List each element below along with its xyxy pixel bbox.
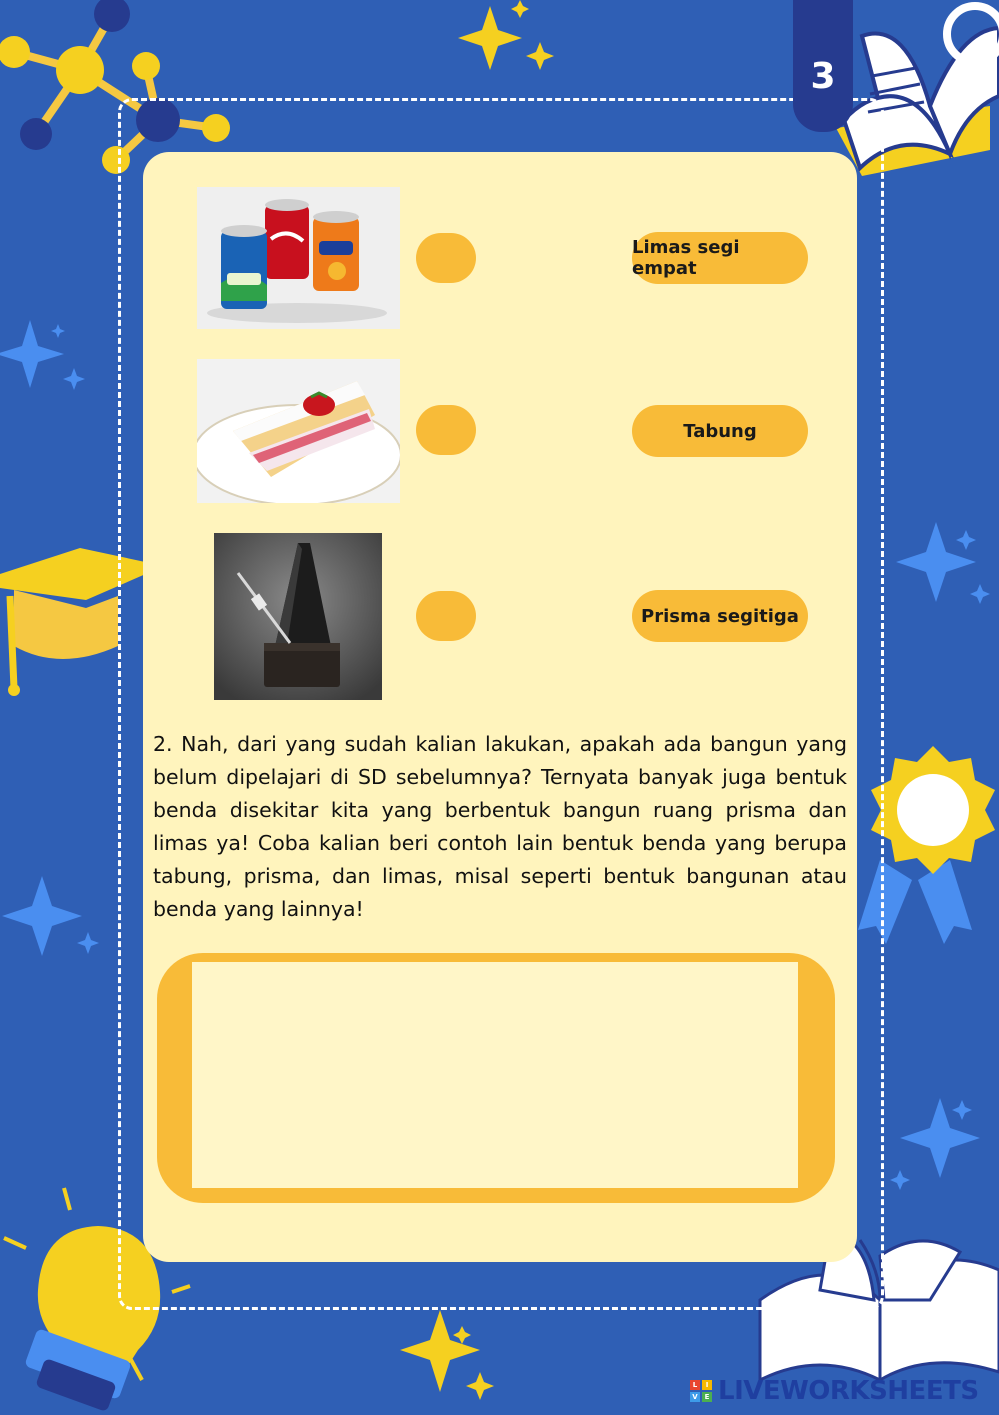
photo-metronome xyxy=(214,533,382,700)
match-dot-1[interactable] xyxy=(416,233,476,283)
answer-box-frame xyxy=(157,953,835,1203)
match-label-limas-segi-empat[interactable]: Limas segi empat xyxy=(632,232,808,284)
photo-cans xyxy=(197,187,400,329)
question-text: 2. Nah, dari yang sudah kalian lakukan, apakah ada bangun yang belum dipelajari di SD sebelumnya? Ternyata banyak juga bentuk benda disekitar kita yang berbentuk bangun ruang prisma dan limas ya! Coba kalian beri contoh lain bentuk benda yang berupa tabung, prisma, dan limas, misal seperti bentuk bangunan atau benda yang lainnya! xyxy=(153,732,847,921)
liveworksheets-logo-icon: L I V E xyxy=(690,1380,712,1402)
liveworksheets-watermark xyxy=(690,1374,990,1408)
photo-cake xyxy=(197,359,400,503)
match-dot-2[interactable] xyxy=(416,405,476,455)
match-label-prisma-segitiga[interactable]: Prisma segitiga xyxy=(632,590,808,642)
match-dot-3[interactable] xyxy=(416,591,476,641)
metronome-image xyxy=(214,533,382,700)
watermark-text: LIVEWORKSHEETS xyxy=(718,1376,979,1406)
page-number-tab xyxy=(793,0,853,132)
cake-image xyxy=(197,359,400,503)
answer-input[interactable] xyxy=(192,962,798,1188)
match-label-tabung[interactable]: Tabung xyxy=(632,405,808,457)
cans-image xyxy=(197,187,400,329)
page-number: 3 xyxy=(810,56,836,97)
